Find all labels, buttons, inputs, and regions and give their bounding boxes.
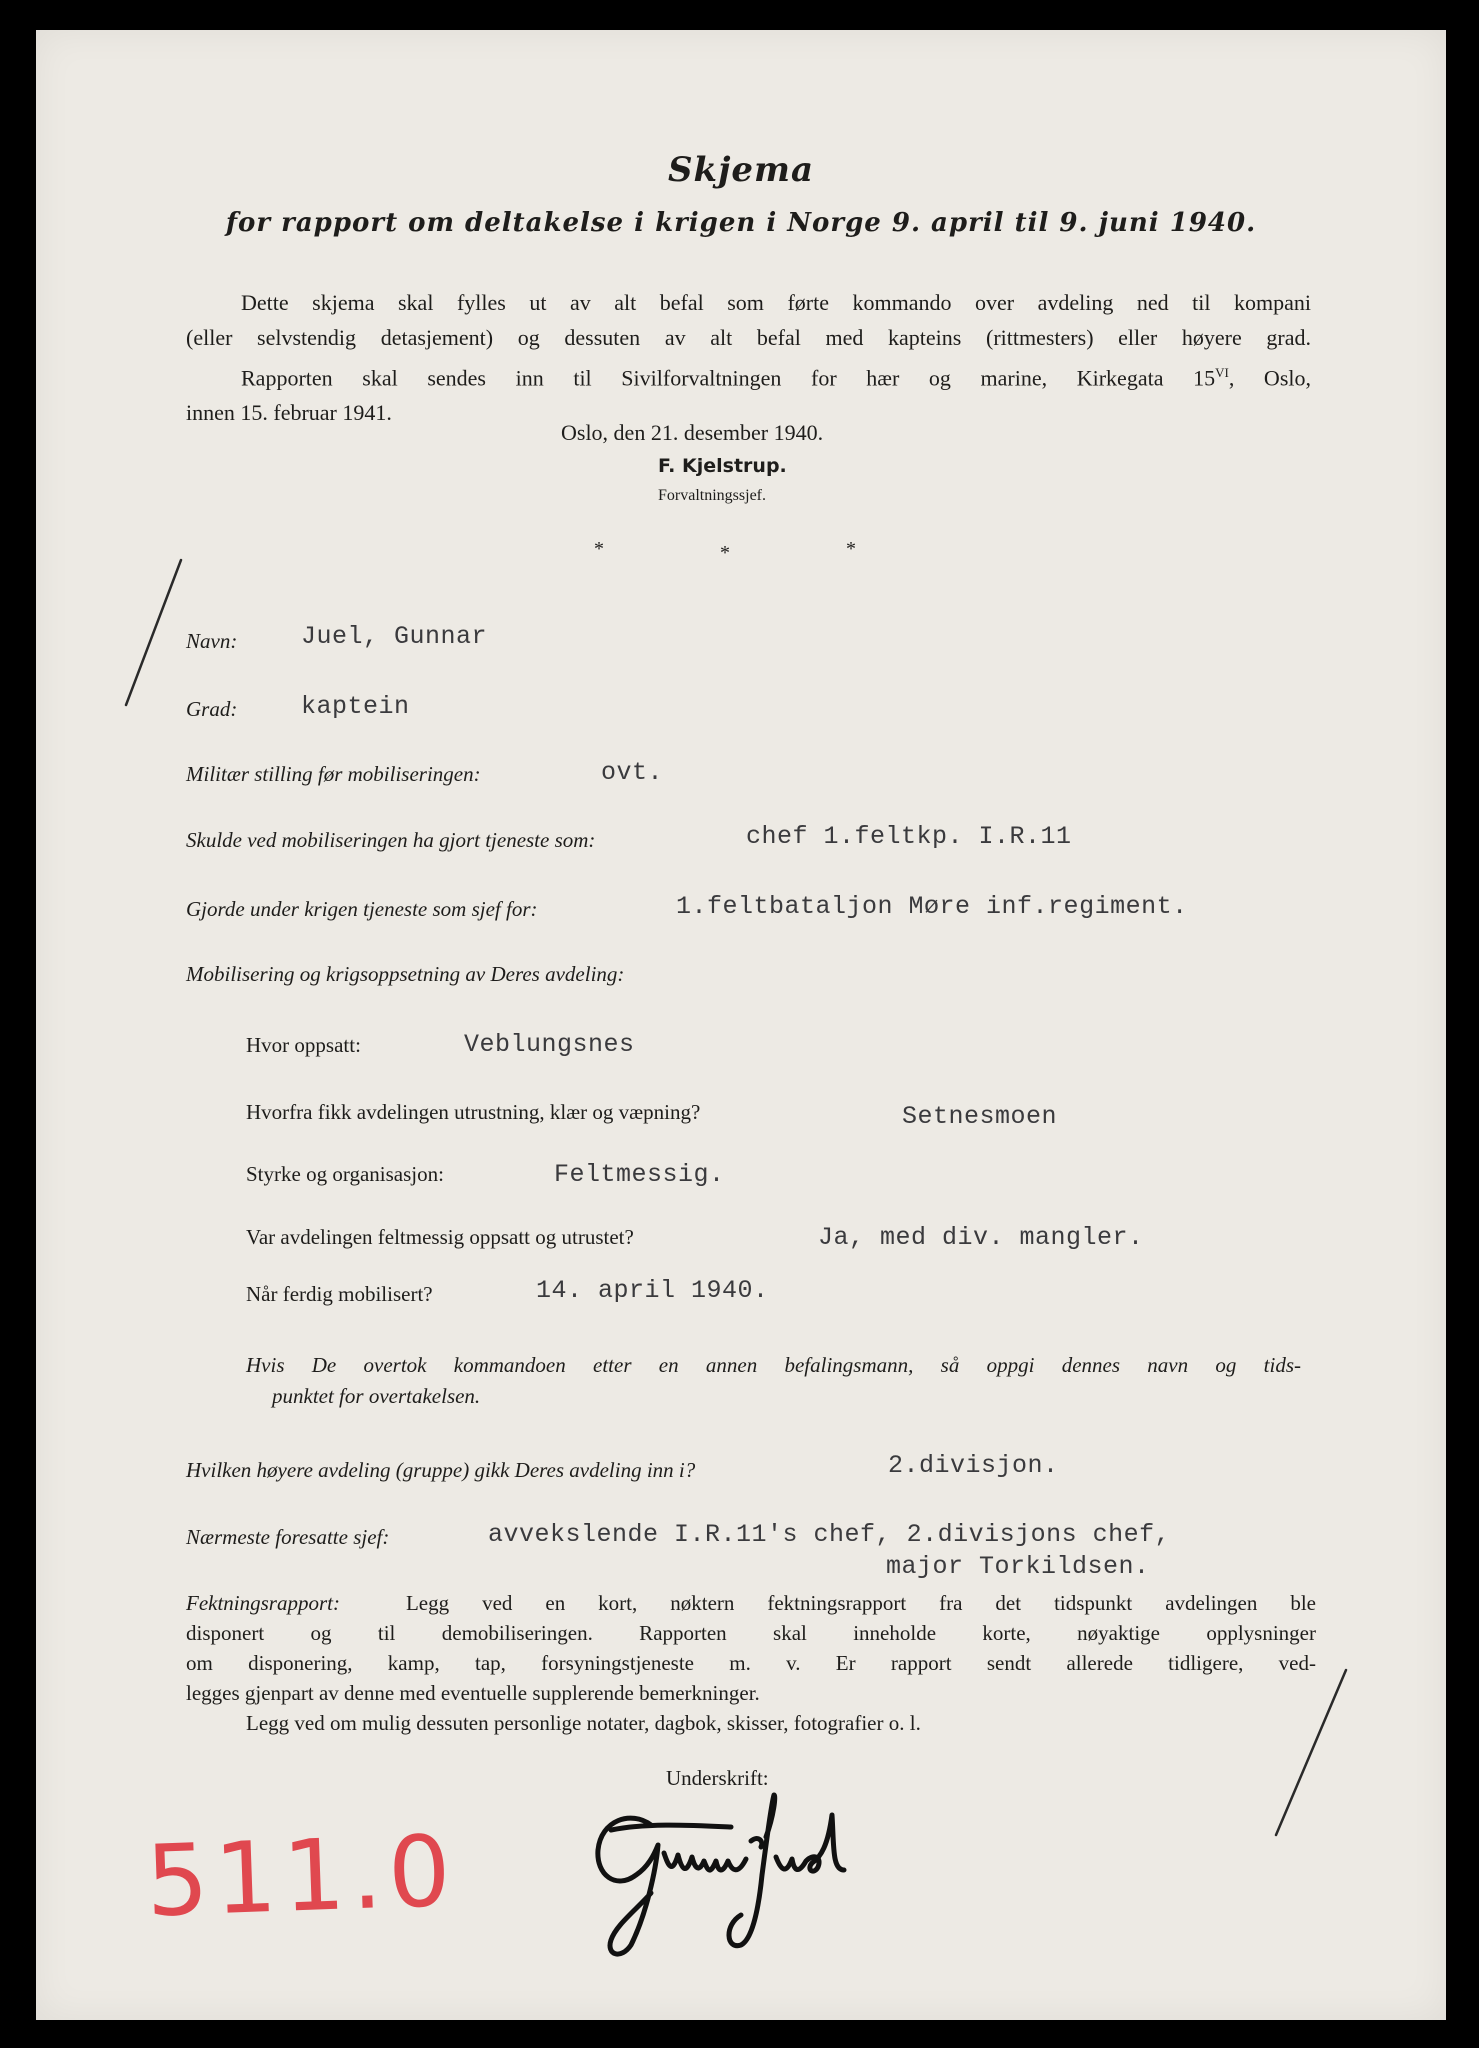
archive-number-stamp: 511.0 [144,1814,459,1940]
form-title: Skjema [667,150,815,190]
hvorfra-value: Setnesmoen [902,1102,1058,1131]
hvor-value: Veblungsnes [464,1030,635,1059]
intro-line-3: Rapporten skal sendes inn til Sivilforvaltningen for hær og marine, Kirkegata $15^{VI}$, Oslo, [241,365,1311,391]
form-sheet [36,30,1446,2020]
grad-label: Grad: [186,697,238,721]
place-date: Oslo, den 21. desember 1940. [561,420,824,445]
var-value: Ja, med div. mangler. [818,1223,1144,1252]
gjorde-label: Gjorde under krigen tjeneste som sjef for: [186,897,538,921]
naar-value: 14. april 1940. [536,1276,769,1305]
naar-label: Når ferdig mobilisert? [246,1282,433,1306]
hoyere-value: 2.divisjon. [888,1451,1059,1480]
var-label: Var avdelingen feltmessig oppsatt og utrustet? [246,1225,634,1249]
militaer-value: ovt. [601,758,664,787]
styrke-label: Styrke og organisasjon: [246,1162,444,1186]
signature-svg [576,1775,936,1965]
hvorfra-label: Hvorfra fikk avdelingen utrustning, klær og væpning? [246,1100,701,1124]
fektning-line-1: Fektningsrapport: Legg ved en kort, nøktern fektningsrapport fra det tidspunkt avdelingen ble [186,1591,1316,1615]
check-mark-left [96,550,196,730]
fektning-line-5: Legg ved om mulig dessuten personlige notater, dagbok, skisser, fotografier o. l. [246,1711,921,1735]
skulde-label: Skulde ved mobiliseringen ha gjort tjeneste som: [186,828,596,852]
intro-line-4: innen 15. februar 1941. [186,400,392,426]
fektning-line-2: disponert og til demobiliseringen. Rapporten skal inneholde korte, nøyaktige opplysninger [186,1621,1316,1645]
styrke-value: Feltmessig. [554,1160,725,1189]
hvis-line-2: punktet for overtakelsen. [272,1384,481,1408]
intro-line-2: (eller selvstendig detasjement) og dessuten av alt befal med kapteins (rittmesters) eller høyere grad. [186,325,1311,350]
separator-star-3: * [846,538,856,560]
naermeste-value-line-1: avvekslende I.R.11's chef, 2.divisjons chef, [488,1520,1171,1549]
form-subtitle: for rapport om deltakelse i krigen i Norge 9. april til 9. juni 1940. [225,208,1257,238]
naermeste-label: Nærmeste foresatte sjef: [186,1525,390,1549]
navn-label: Navn: [186,629,238,653]
intro-line-1: Dette skjema skal fylles ut av alt befal som førte kommando over avdeling ned til kompani [241,290,1311,315]
hvis-line-1: Hvis De overtok kommandoen etter en annen befalingsmann, så oppgi dennes navn og tids- [246,1353,1301,1377]
skulde-value: chef 1.feltkp. I.R.11 [746,822,1072,851]
navn-value: Juel, Gunnar [301,622,488,651]
signer-title: Forvaltningssjef. [658,487,766,504]
intro-paragraph [186,285,1311,430]
naermeste-value-line-2: major Torkildsen. [886,1552,1150,1581]
fektning-label: Fektningsrapport: [186,1591,340,1615]
grad-value: kaptein [301,692,410,721]
gjorde-value: 1.feltbataljon Møre inf.regiment. [676,892,1188,921]
fektningsrapport-block [186,1588,1316,1738]
separator-star-2: * [720,542,730,564]
hoyere-label: Hvilken høyere avdeling (gruppe) gikk Deres avdeling inn i? [186,1458,696,1482]
fektning-line-4: legges gjenpart av denne med eventuelle supplerende bemerkninger. [186,1681,760,1705]
mobilisering-heading: Mobilisering og krigsoppsetning av Deres avdeling: [186,962,625,986]
separator-star-1: * [594,538,604,560]
militaer-label: Militær stilling før mobiliseringen: [186,762,481,786]
handwritten-signature [576,1775,936,1970]
hvor-label: Hvor oppsatt: [246,1033,361,1057]
fektning-line-3: om disponering, kamp, tap, forsyningstjeneste m. v. Er rapport sendt allerede tidligere, ved- [186,1651,1316,1675]
hvis-note [246,1353,1301,1378]
signature-label: Underskrift: [666,1766,769,1790]
signer-name: F. Kjelstrup. [658,455,787,477]
check-mark-right [1226,1660,1366,1870]
